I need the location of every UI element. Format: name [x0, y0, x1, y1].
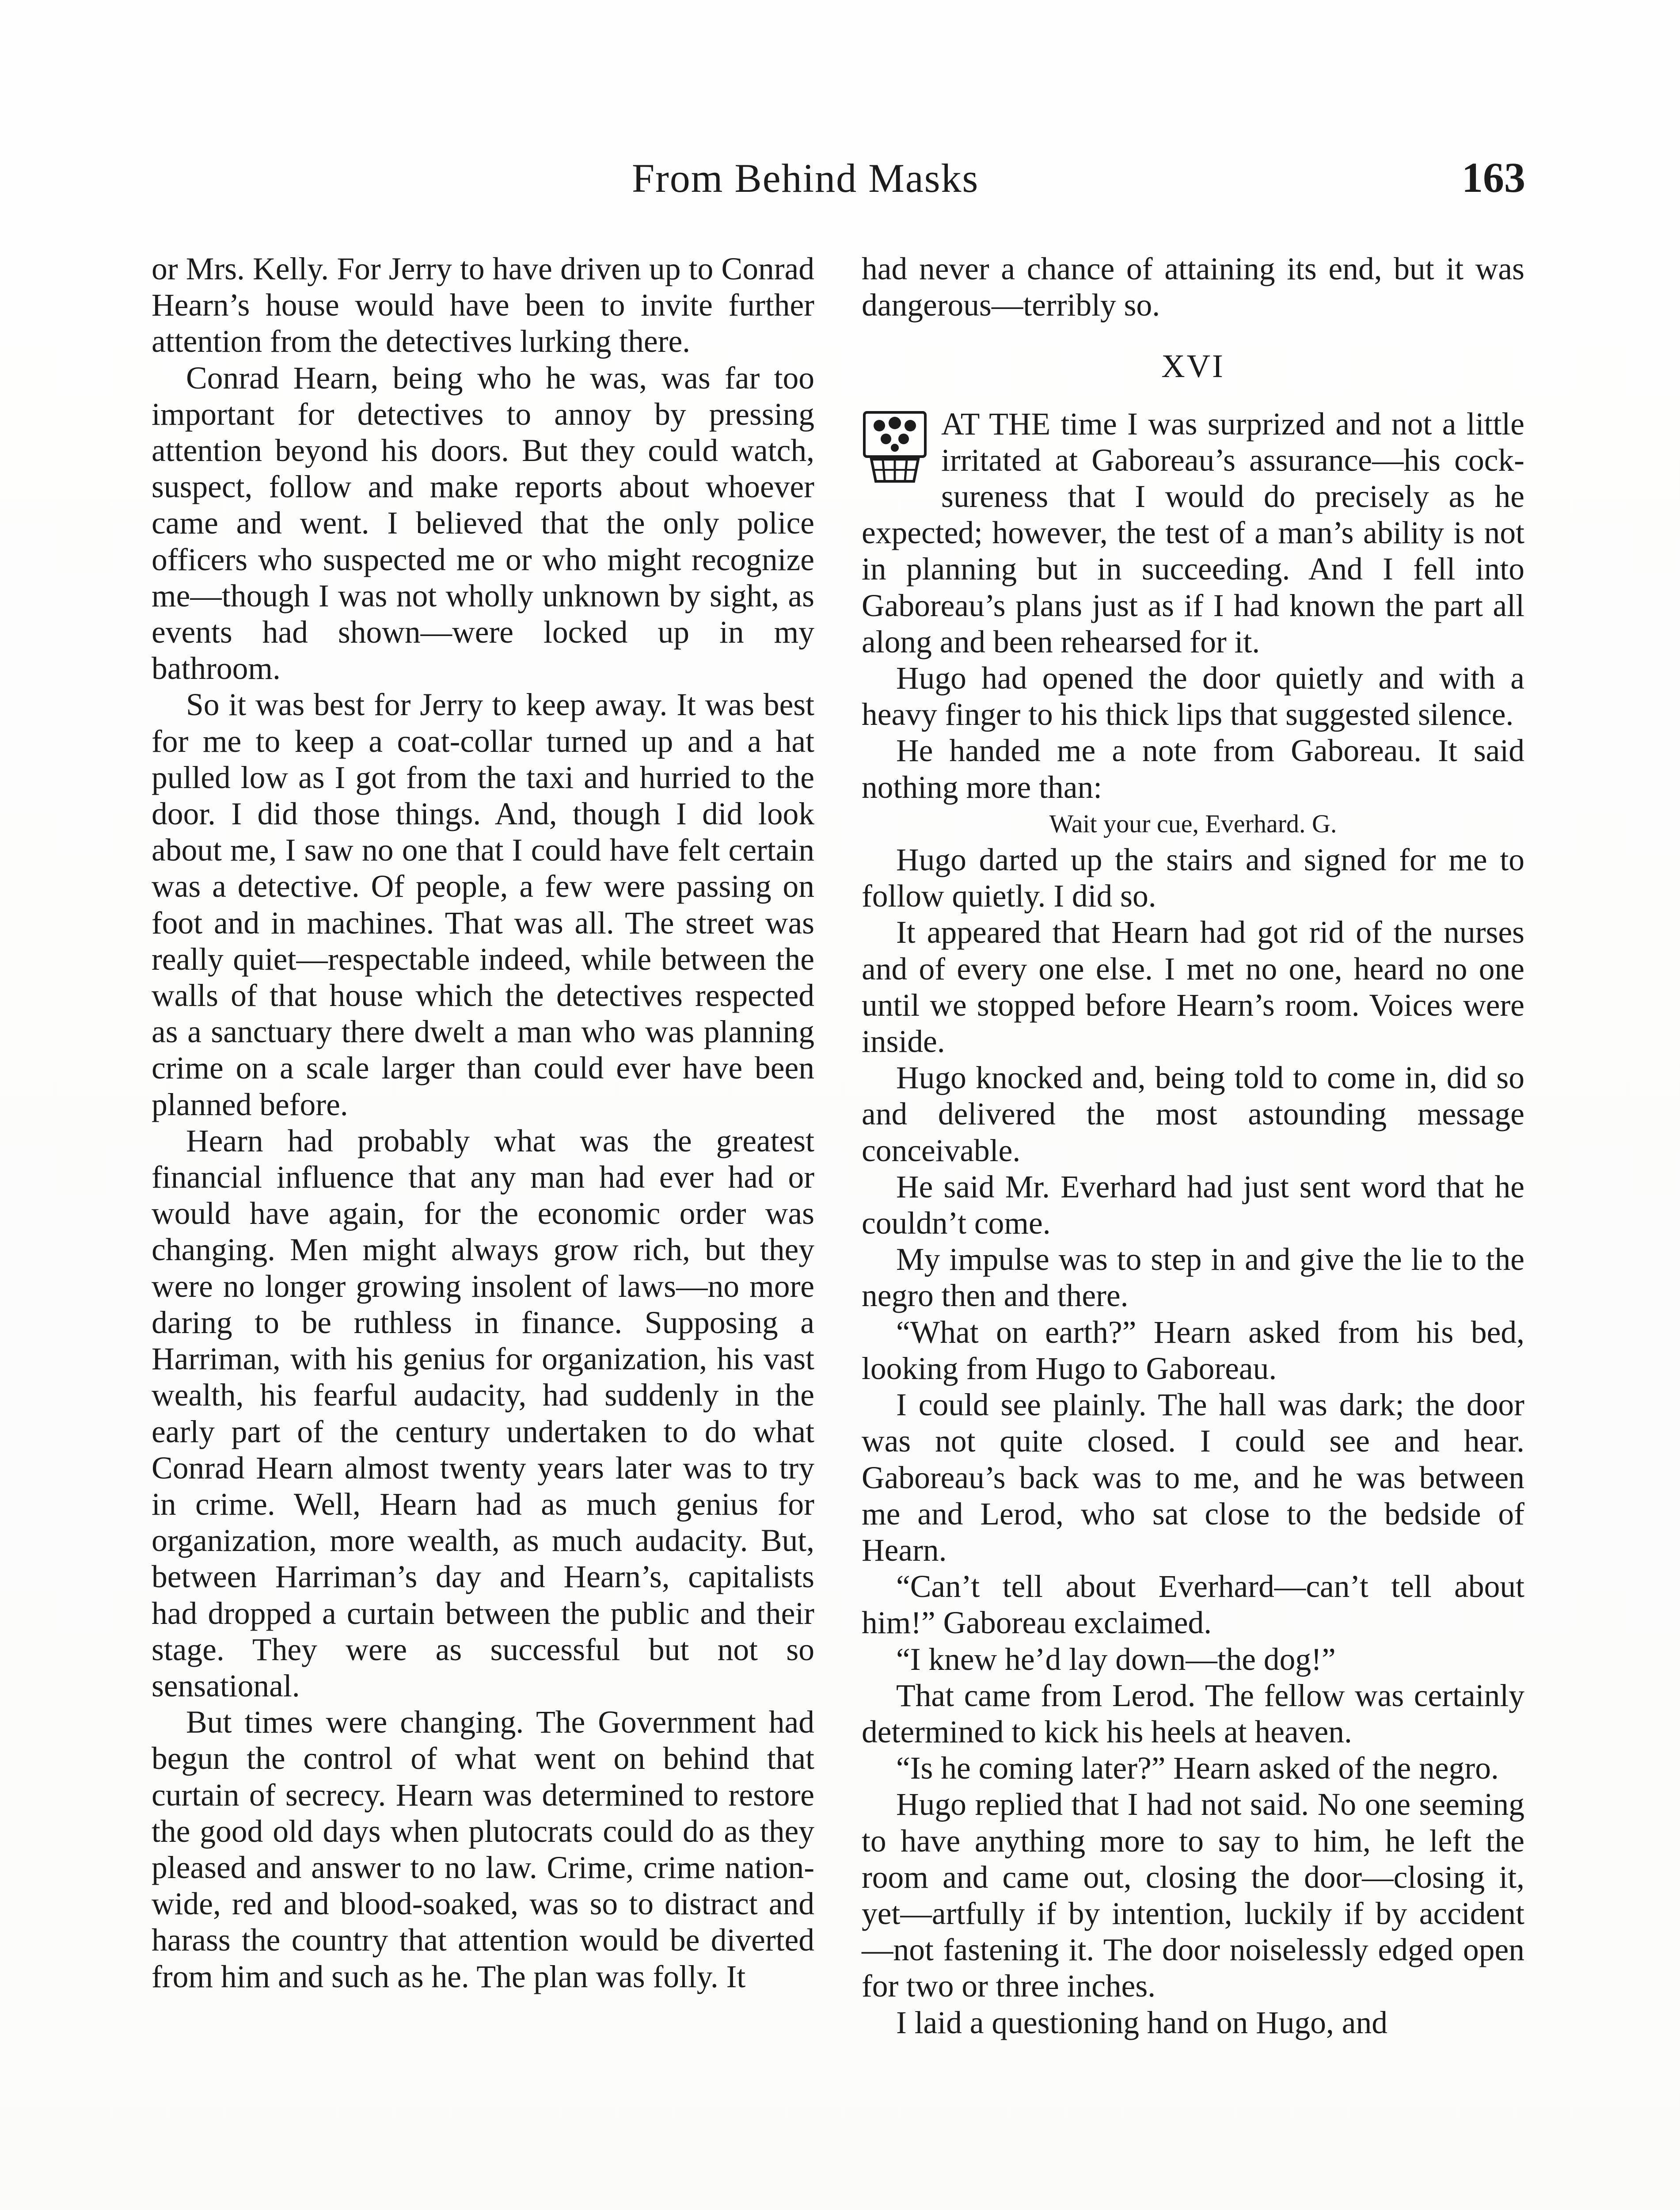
chapter-opening-text: AT THE time I was surprized and not a little irritated at Gaboreau’s assurance—his cock-sureness that I would do precisely as he expected; however, the test of a man’s ability is not in planning but in succeeding. And I fell into Gaboreau’s plans just as if I had known the part all along and been rehearsed for it.: [862, 406, 1524, 659]
chapter-opening-paragraph: [862, 406, 1524, 660]
paragraph: “What on earth?” Hearn asked from his bed, looking from Hugo to Gaboreau.: [862, 1315, 1524, 1386]
paragraph: “Is he coming later?” Hearn asked of the negro.: [896, 1751, 1499, 1786]
paragraph: He handed me a note from Gaboreau. It said nothing more than:: [862, 733, 1524, 805]
note-text: Wait your cue, Everhard. G.: [1049, 809, 1337, 838]
paragraph: Hugo knocked and, being told to come in, did so and delivered the most astounding message conceivable.: [862, 1060, 1524, 1168]
paragraph: or Mrs. Kelly. For Jerry to have driven up to Conrad Hearn’s house would have been to invite further attention from the detectives lurking there.: [152, 251, 814, 359]
paragraph: He said Mr. Everhard had just sent word that he couldn’t come.: [862, 1169, 1524, 1241]
paragraph: Hugo replied that I had not said. No one seeming to have anything more to say to him, he left the room and came out, closing the door—closing it, yet—artfully if by intention, luckily if by accident—not fastening it. The door noiselessly edged open for two or three inches.: [862, 1787, 1524, 2004]
paragraph: But times were changing. The Government had begun the control of what went on behind that curtain of secrecy. Hearn was determined to restore the good old days when plutocrats could do as they pleased and answer to no law. Crime, crime nation-wide, red and blood-soaked, was so to distract and harass the country that attention would be diverted from him and such as he. The plan was folly. It: [152, 1705, 814, 1994]
paragraph: My impulse was to step in and give the lie to the negro then and there.: [862, 1242, 1524, 1314]
right-column: [862, 251, 1524, 2041]
paragraph: So it was best for Jerry to keep away. It was best for me to keep a coat-collar turned up and a hat pulled low as I got from the taxi and hurried to the door. I did those things. And, though I did look about me, I saw no one that I could have felt certain was a detective. Of people, a few were passing on foot and in machines. That was all. The street was really quiet—respectable indeed, while between the walls of that house which the detectives respected as a sanctuary there dwelt a man who was planning crime on a scale larger than could ever have been planned before.: [152, 687, 814, 1122]
paragraph: Conrad Hearn, being who he was, was far too important for detectives to annoy by pressing attention beyond his doors. But they could watch, suspect, follow and make reports about whoever came and went. I believed that the only police officers who suspected me or who might recognize me—though I was not wholly unknown by sight, as events had shown—were locked up in my bathroom.: [152, 360, 814, 686]
paragraph: had never a chance of attaining its end, but it was dangerous—terribly so.: [862, 251, 1524, 323]
paragraph: That came from Lerod. The fellow was certainly determined to kick his heels at heaven.: [862, 1678, 1524, 1749]
paragraph: Hearn had probably what was the greatest financial influence that any man had ever had or would have again, for the economic order was changing. Men might always grow rich, but they were no longer growing insolent of laws—no more daring to be ruthless in finance. Supposing a Harriman, with his genius for organization, his vast wealth, his fearful audacity, had suddenly in the early part of the century undertaken to do what Conrad Hearn almost twenty years later was to try in crime. Well, Hearn had as much genius for organization, more wealth, as much audacity. But, between Harriman’s day and Hearn’s, capitalists had dropped a curtain between the public and their stage. They were as successful but not so sensational.: [152, 1123, 814, 1703]
paragraph: Hugo darted up the stairs and signed for me to follow quietly. I did so.: [862, 842, 1524, 914]
paragraph: “I knew he’d lay down—the dog!”: [896, 1642, 1336, 1677]
ornamental-initial-icon: [862, 410, 928, 485]
paragraph: It appeared that Hearn had got rid of the nurses and of every one else. I met no one, heard no one until we stopped before Hearn’s room. Voices were inside.: [862, 915, 1524, 1059]
paragraph: I laid a questioning hand on Hugo, and: [896, 2005, 1388, 2040]
paragraph: “Can’t tell about Everhard—can’t tell about him!” Gaboreau exclaimed.: [862, 1569, 1524, 1641]
running-head: [0, 155, 1680, 208]
running-head-title: From Behind Masks: [632, 156, 979, 201]
chapter-heading: XVI: [1161, 348, 1225, 385]
paragraph: Hugo had opened the door quietly and with a heavy finger to his thick lips that suggested silence.: [862, 661, 1524, 732]
left-column: [152, 251, 814, 1995]
page-number: 163: [1462, 154, 1525, 201]
paragraph: I could see plainly. The hall was dark; the door was not quite closed. I could see and hear. Gaboreau’s back was to me, and he was between me and Lerod, who sat close to the bedside of Hearn.: [862, 1387, 1524, 1568]
